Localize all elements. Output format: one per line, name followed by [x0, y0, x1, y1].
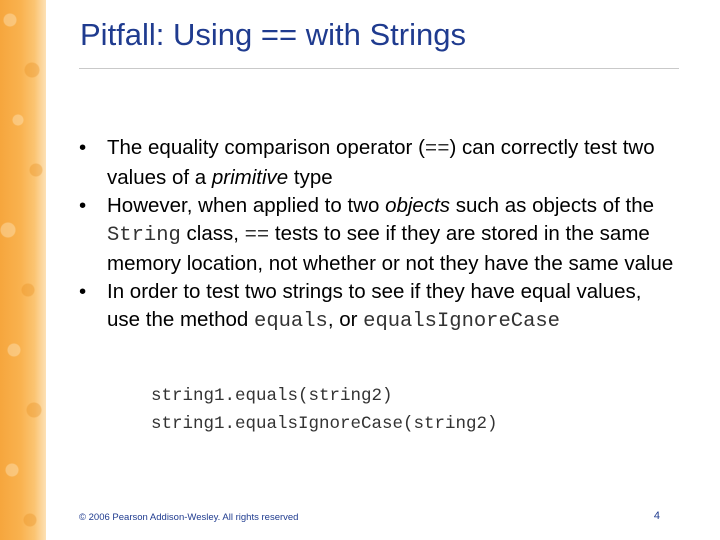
bullet-text: However, when applied to two objects such as objects of the String class, == tests to see if they are stored in the same memory location, not whether or not they have the same value	[107, 194, 674, 275]
stripe-texture	[0, 0, 46, 540]
bullet-dot: •	[79, 194, 87, 217]
slide-title: Pitfall: Using == with Strings	[80, 17, 466, 52]
code-line: string1.equalsIgnoreCase(string2)	[151, 414, 498, 434]
code-example	[151, 382, 498, 438]
bullet-text: In order to test two strings to see if they have equal values, use the method equals, or equalsIgnoreCase	[107, 280, 642, 333]
page-number: 4	[653, 510, 660, 522]
title-divider	[79, 68, 679, 69]
copyright-footer: © 2006 Pearson Addison-Wesley. All rights reserved	[79, 512, 299, 523]
bullet-item	[79, 134, 679, 192]
bullet-item	[79, 192, 679, 278]
bullet-item	[79, 278, 679, 336]
bullet-list	[79, 134, 679, 336]
code-line: string1.equals(string2)	[151, 386, 393, 406]
bullet-text: The equality comparison operator (==) can correctly test two values of a primitive type	[107, 136, 655, 189]
bullet-dot: •	[79, 136, 87, 159]
bullet-dot: •	[79, 280, 87, 303]
